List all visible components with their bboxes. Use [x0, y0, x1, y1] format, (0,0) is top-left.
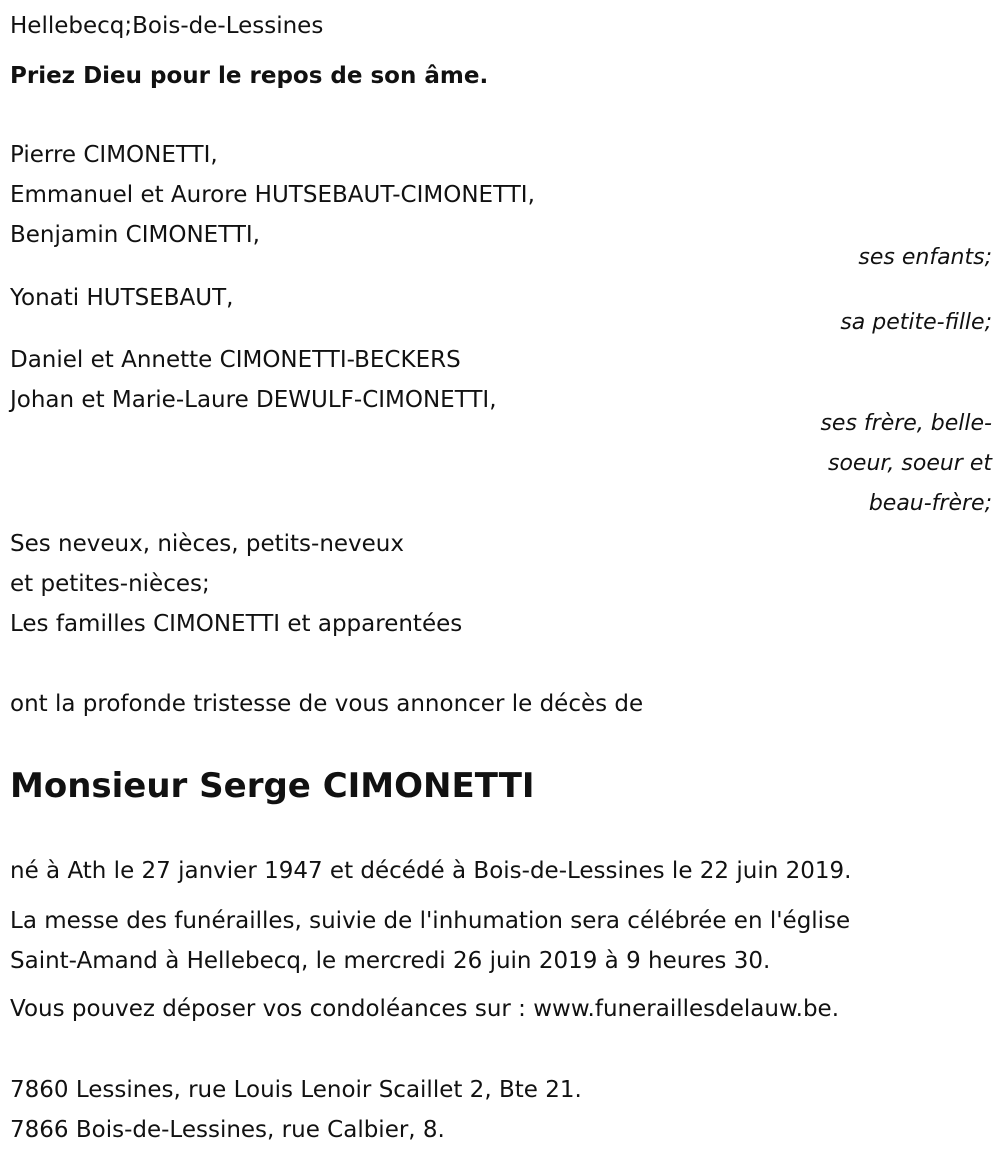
birth-death-dates: né à Ath le 27 janvier 1947 et décédé à Bois-de-Lessines le 22 juin 2019. — [10, 858, 852, 884]
extended-family: Les familles CIMONETTI et apparentées — [10, 611, 463, 637]
obituary-notice — [10, 0, 992, 1164]
child-name: Pierre CIMONETTI, — [10, 142, 218, 168]
deceased-name: Monsieur Serge CIMONETTI — [10, 766, 535, 806]
siblings-role: ses frère, belle- — [820, 411, 992, 436]
address-line: 7866 Bois-de-Lessines, rue Calbier, 8. — [10, 1117, 445, 1143]
prayer-line: Priez Dieu pour le repos de son âme. — [10, 63, 489, 89]
siblings-role: soeur, soeur et — [827, 451, 992, 476]
child-name: Benjamin CIMONETTI, — [10, 222, 260, 248]
sibling-name: Daniel et Annette CIMONETTI-BECKERS — [10, 347, 461, 373]
location-header: Hellebecq;Bois-de-Lessines — [10, 13, 324, 39]
announcement-text: ont la profonde tristesse de vous annoncer le décès de — [10, 691, 644, 717]
grandchild-name: Yonati HUTSEBAUT, — [10, 285, 234, 311]
funeral-details: Saint-Amand à Hellebecq, le mercredi 26 juin 2019 à 9 heures 30. — [10, 948, 771, 974]
sibling-name: Johan et Marie-Laure DEWULF-CIMONETTI, — [10, 387, 497, 413]
grandchild-role: sa petite-fille; — [840, 310, 992, 335]
extended-family: et petites-nièces; — [10, 571, 210, 597]
siblings-role: beau-frère; — [868, 491, 992, 516]
funeral-details: La messe des funérailles, suivie de l'inhumation sera célébrée en l'église — [10, 908, 851, 934]
address-line: 7860 Lessines, rue Louis Lenoir Scaillet 2, Bte 21. — [10, 1077, 582, 1103]
child-name: Emmanuel et Aurore HUTSEBAUT-CIMONETTI, — [10, 182, 535, 208]
children-role: ses enfants; — [858, 245, 992, 270]
condolences-text: Vous pouvez déposer vos condoléances sur : www.funeraillesdelauw.be. — [10, 996, 840, 1022]
extended-family: Ses neveux, nièces, petits-neveux — [10, 531, 404, 557]
